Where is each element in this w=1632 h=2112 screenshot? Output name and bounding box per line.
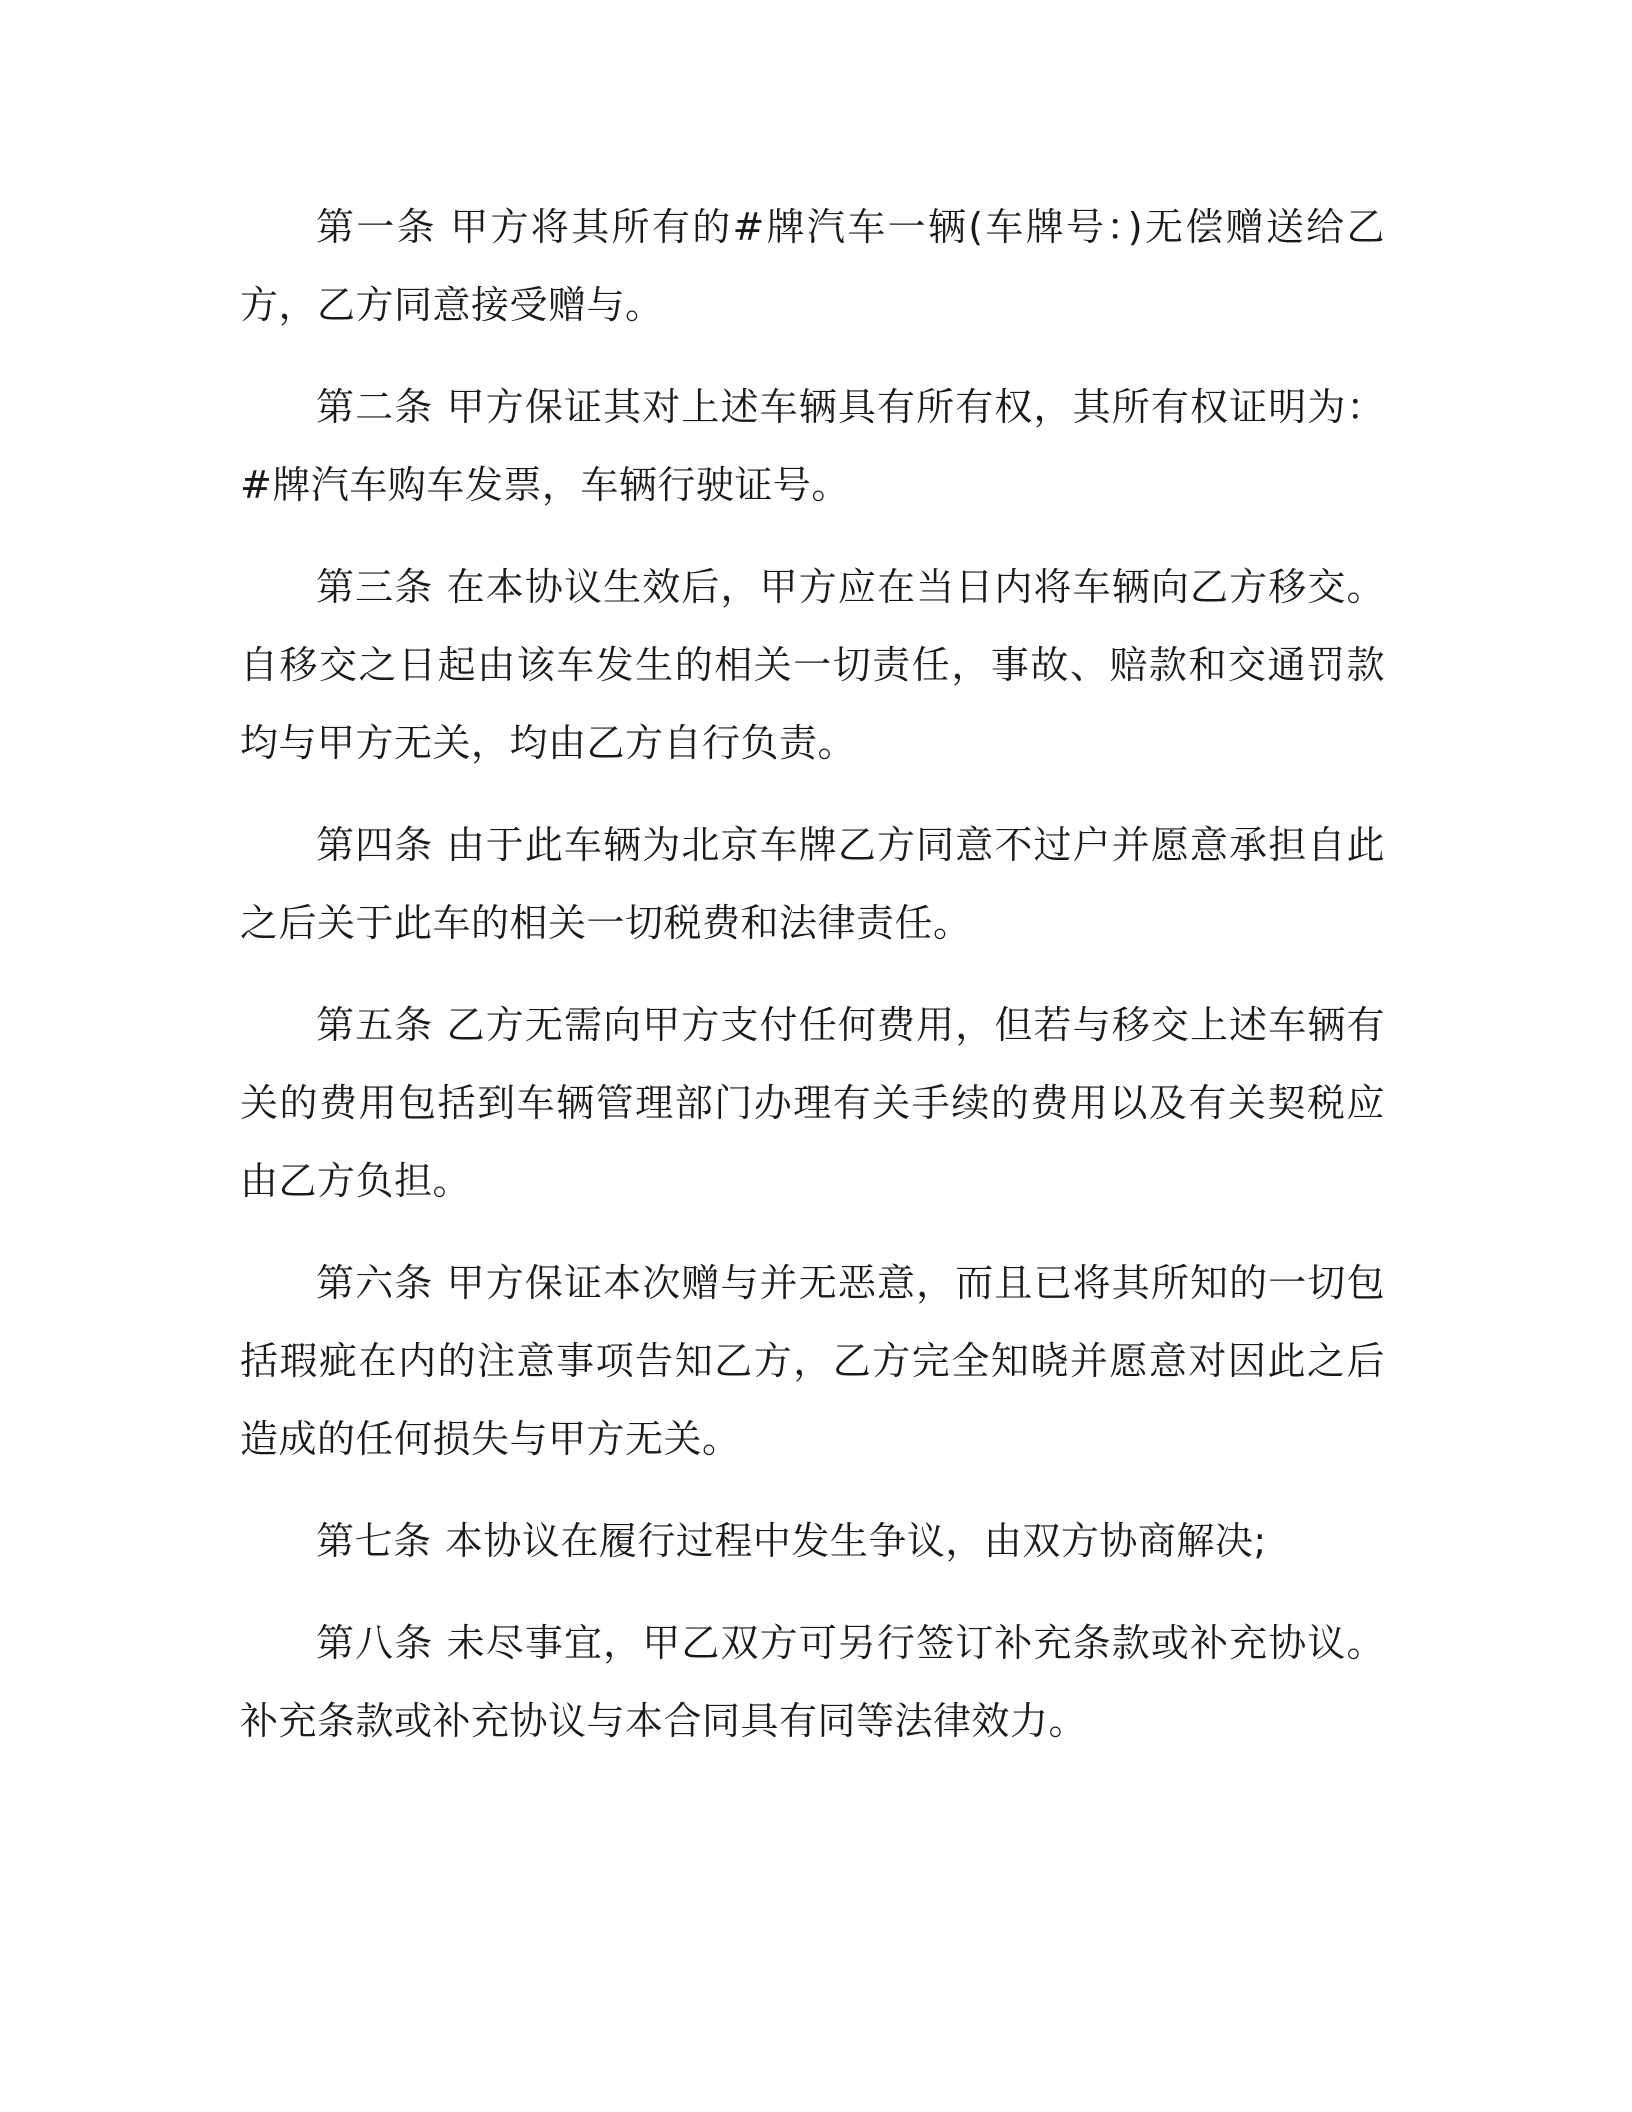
clause-text: 乙方无需向甲方支付任何费用，但若与移交上述车辆有关的费用包括到车辆管理部门办理有关手续的费用以及有关契税应由乙方负担。 <box>240 1003 1385 1203</box>
clause-5 <box>240 986 1385 1220</box>
clause-number: 第三条 <box>316 565 434 609</box>
clause-number: 第二条 <box>316 385 434 429</box>
clause-number: 第六条 <box>316 1261 434 1305</box>
clause-3 <box>240 548 1385 782</box>
clause-number: 第七条 <box>316 1519 432 1563</box>
clause-2 <box>240 368 1385 524</box>
document-body <box>240 188 1385 1784</box>
clause-text: 甲方保证其对上述车辆具有所有权，其所有权证明为：#牌汽车购车发票，车辆行驶证号。 <box>240 385 1385 507</box>
clause-number: 第五条 <box>316 1003 434 1047</box>
clause-text: 由于此车辆为北京车牌乙方同意不过户并愿意承担自此之后关于此车的相关一切税费和法律责任。 <box>240 823 1385 945</box>
clause-text: 本协议在履行过程中发生争议，由双方协商解决; <box>444 1519 1267 1563</box>
clause-1 <box>240 188 1385 344</box>
clause-6 <box>240 1244 1385 1478</box>
clause-text: 在本协议生效后，甲方应在当日内将车辆向乙方移交。自移交之日起由该车发生的相关一切责任，事故、赔款和交通罚款均与甲方无关，均由乙方自行负责。 <box>240 565 1385 765</box>
clause-8 <box>240 1604 1385 1760</box>
clause-number: 第八条 <box>316 1621 434 1665</box>
clause-number: 第一条 <box>316 205 437 249</box>
clause-7 <box>240 1502 1385 1580</box>
clause-text: 甲方将其所有的#牌汽车一辆(车牌号：)无偿赠送给乙方，乙方同意接受赠与。 <box>240 205 1385 327</box>
clause-text: 甲方保证本次赠与并无恶意，而且已将其所知的一切包括瑕疵在内的注意事项告知乙方，乙方完全知晓并愿意对因此之后造成的任何损失与甲方无关。 <box>240 1261 1385 1461</box>
clause-number: 第四条 <box>316 823 434 867</box>
clause-text: 未尽事宜，甲乙双方可另行签订补充条款或补充协议。补充条款或补充协议与本合同具有同等法律效力。 <box>240 1621 1385 1743</box>
clause-4 <box>240 806 1385 962</box>
